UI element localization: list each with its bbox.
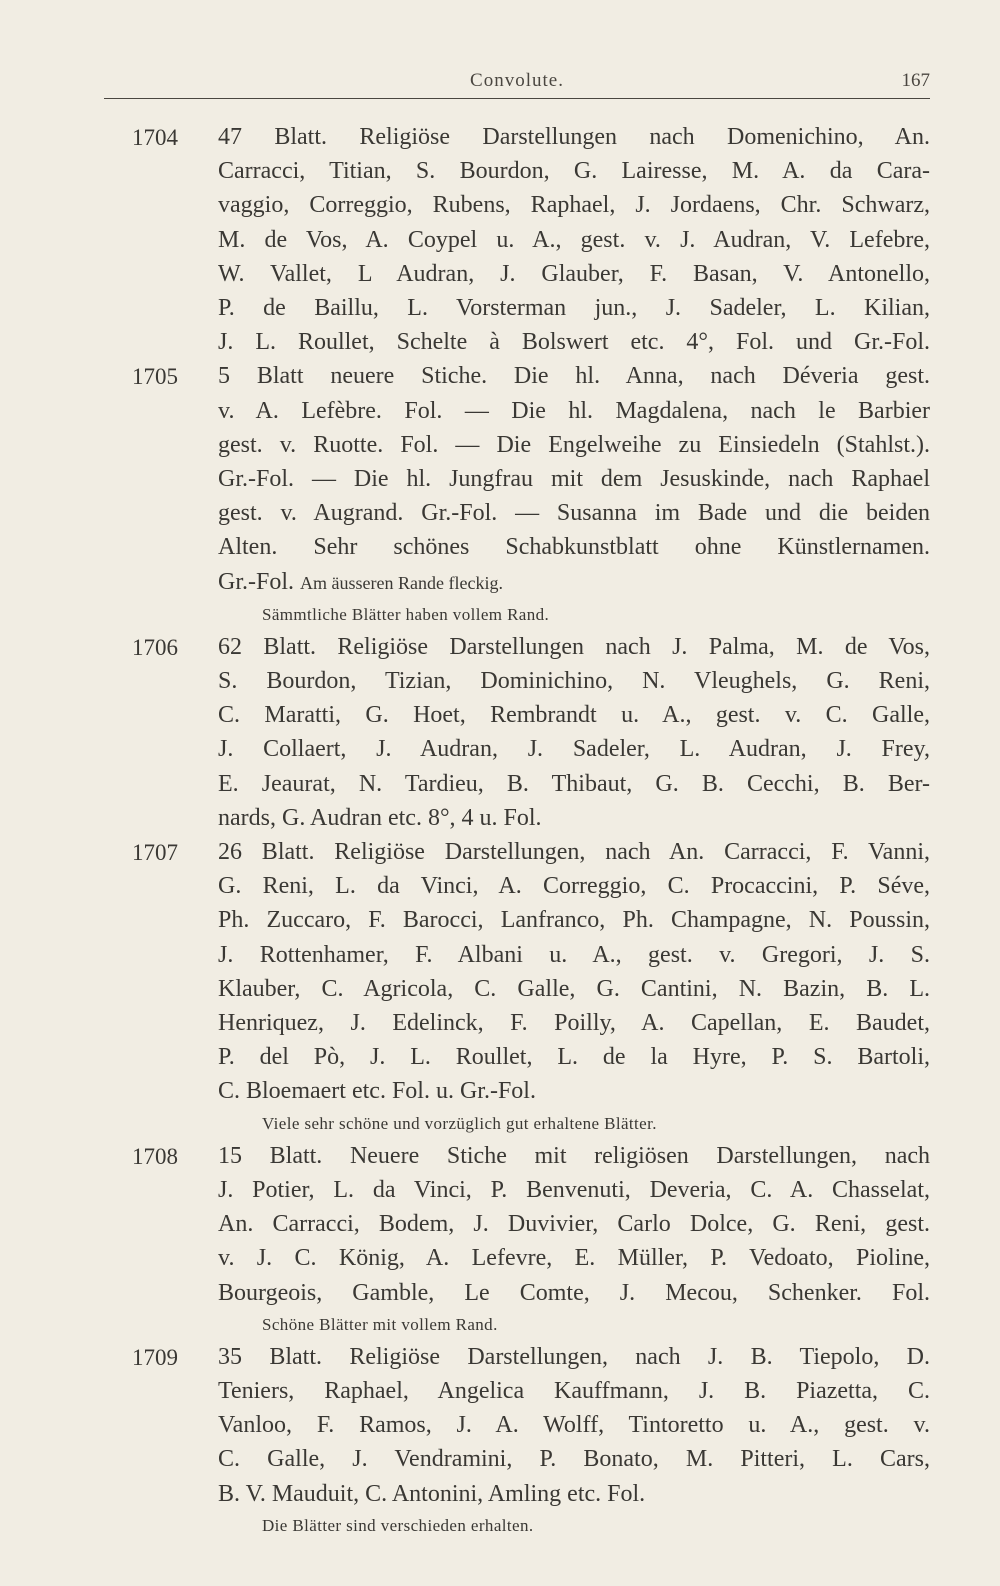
description-line: Carracci, Titian, S. Bourdon, G. Lairesse, M. A. da Cara- <box>218 158 930 185</box>
description-line: J. L. Roullet, Schelte à Bolswert etc. 4°, Fol. und Gr.-Fol. <box>218 329 930 356</box>
entry-number: 1708 <box>132 1143 178 1169</box>
entry-number: 1707 <box>132 840 178 866</box>
description-line: E. Jeaurat, N. Tardieu, B. Thibaut, G. B. Cecchi, B. Ber- <box>218 770 930 797</box>
description-line: W. Vallet, L Audran, J. Glauber, F. Basan, V. Antonello, <box>218 260 930 287</box>
entry-number: 1704 <box>132 125 178 150</box>
description-line: C. Galle, J. Vendramini, P. Bonato, M. Pitteri, L. Cars, <box>218 1446 930 1473</box>
description-line: 26 Blatt. Religiöse Darstellungen, nach An. Carracci, F. Vanni, <box>218 839 930 866</box>
catalogue-entry <box>0 1340 1000 1541</box>
description-line: M. de Vos, A. Coypel u. A., gest. v. J. Audran, V. Lefebre, <box>218 226 930 253</box>
format-text: Gr.-Fol. <box>218 568 295 595</box>
description-line: G. Reni, L. da Vinci, A. Correggio, C. Procaccini, P. Séve, <box>218 873 930 900</box>
entry-number: 1706 <box>132 634 178 660</box>
catalogue-entry <box>0 630 1000 835</box>
description-line: Teniers, Raphael, Angelica Kauffmann, J. B. Piazetta, C. <box>218 1377 930 1404</box>
description-line: S. Bourdon, Tizian, Dominichino, N. Vleughels, G. Reni, <box>218 668 930 695</box>
description-line: Alten. Sehr schönes Schabkunstblatt ohne Künstlernamen. <box>218 534 930 561</box>
description-line: Ph. Zuccaro, F. Barocci, Lanfranco, Ph. Champagne, N. Poussin, <box>218 907 930 934</box>
description-line: nards, G. Audran etc. 8°, 4 u. Fol. <box>218 804 542 831</box>
condition-remark: Sämmtliche Blätter haben vollem Rand. <box>262 604 550 624</box>
description-line: P. del Pò, J. L. Roullet, L. de la Hyre, P. S. Bartoli, <box>218 1044 930 1071</box>
description-line: P. de Baillu, L. Vorsterman jun., J. Sadeler, L. Kilian, <box>218 295 930 322</box>
catalogue-entries <box>0 120 1000 1541</box>
running-header <box>104 66 930 99</box>
entry-number: 1709 <box>132 1344 178 1370</box>
catalogue-entry <box>0 1139 1000 1340</box>
catalogue-entry <box>0 835 1000 1139</box>
catalogue-entry <box>0 359 1000 629</box>
description-line: v. A. Lefèbre. Fol. — Die hl. Magdalena, nach le Barbier <box>218 397 930 424</box>
description-line: J. Potier, L. da Vinci, P. Benvenuti, Deveria, C. A. Chasselat, <box>218 1176 930 1203</box>
description-line: J. Rottenhamer, F. Albani u. A., gest. v. Gregori, J. S. <box>218 941 930 968</box>
description-line: C. Maratti, G. Hoet, Rembrandt u. A., gest. v. C. Galle, <box>218 702 930 729</box>
description-line: 47 Blatt. Religiöse Darstellungen nach Domenichino, An. <box>218 124 930 150</box>
description-line <box>218 565 930 600</box>
entry-description <box>218 359 930 599</box>
condition-remark: Schöne Blätter mit vollem Rand. <box>262 1314 498 1334</box>
description-line: gest. v. Ruotte. Fol. — Die Engelweihe zu Einsiedeln (Stahlst.). <box>218 431 930 458</box>
description-line: 35 Blatt. Religiöse Darstellungen, nach J. B. Tiepolo, D. <box>218 1343 930 1370</box>
description-line: C. Bloemaert etc. Fol. u. Gr.-Fol. <box>218 1078 536 1105</box>
description-line: Gr.-Fol. — Die hl. Jungfrau mit dem Jesuskinde, nach Raphael <box>218 466 930 493</box>
description-line: Bourgeois, Gamble, Le Comte, J. Mecou, Schenker. Fol. <box>218 1279 930 1306</box>
entry-description <box>218 1139 930 1310</box>
entry-description <box>218 120 930 359</box>
catalogue-entry <box>0 120 1000 359</box>
description-line: v. J. C. König, A. Lefevre, E. Müller, P. Vedoato, Pioline, <box>218 1245 930 1272</box>
entry-description <box>218 1340 930 1511</box>
description-line: J. Collaert, J. Audran, J. Sadeler, L. Audran, J. Frey, <box>218 736 930 763</box>
description-line: gest. v. Augrand. Gr.-Fol. — Susanna im Bade und die beiden <box>218 500 930 527</box>
description-line: vaggio, Correggio, Rubens, Raphael, J. Jordaens, Chr. Schwarz, <box>218 192 930 219</box>
description-line: 15 Blatt. Neuere Stiche mit religiösen Darstellungen, nach <box>218 1142 930 1169</box>
description-line: Klauber, C. Agricola, C. Galle, G. Cantini, N. Bazin, B. L. <box>218 975 930 1002</box>
description-line: An. Carracci, Bodem, J. Duvivier, Carlo Dolce, G. Reni, gest. <box>218 1211 930 1238</box>
condition-remark: Viele sehr schöne und vorzüglich gut erhaltene Blätter. <box>262 1113 657 1133</box>
entry-number: 1705 <box>132 364 178 390</box>
description-line: Vanloo, F. Ramos, J. A. Wolff, Tintoretto u. A., gest. v. <box>218 1412 930 1439</box>
condition-remark: Die Blätter sind verschieden erhalten. <box>262 1515 534 1535</box>
description-line: 5 Blatt neuere Stiche. Die hl. Anna, nach Déveria gest. <box>218 363 930 390</box>
page-number: 167 <box>901 70 930 91</box>
condition-note: Am äusseren Rande fleckig. <box>300 572 503 593</box>
description-line: Henriquez, J. Edelinck, F. Poilly, A. Capellan, E. Baudet, <box>218 1010 930 1037</box>
entry-description <box>218 835 930 1109</box>
running-title: Convolute. <box>470 70 564 91</box>
description-line: B. V. Mauduit, C. Antonini, Amling etc. Fol. <box>218 1480 646 1507</box>
entry-description <box>218 630 930 835</box>
description-line: 62 Blatt. Religiöse Darstellungen nach J. Palma, M. de Vos, <box>218 633 930 660</box>
